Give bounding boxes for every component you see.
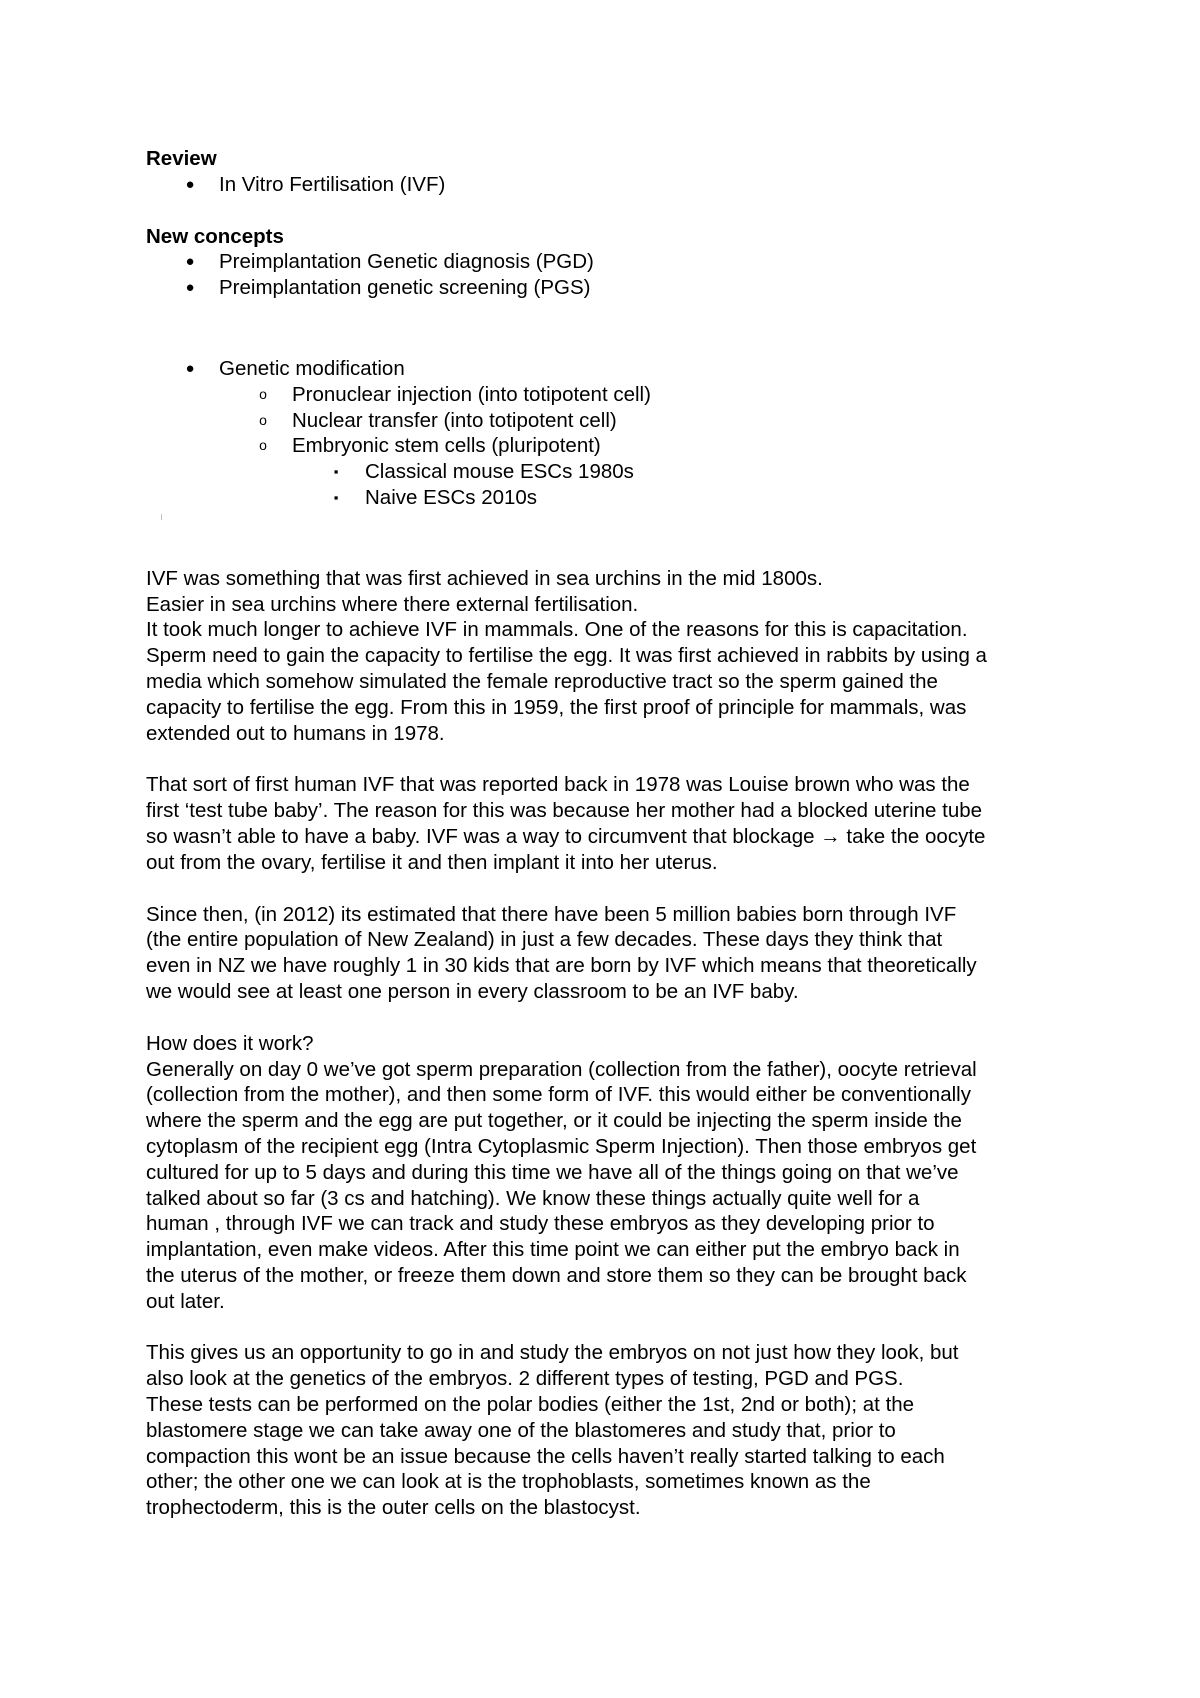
review-heading: Review	[146, 147, 217, 170]
circle-bullet-icon: o	[259, 385, 267, 402]
paragraph-louise-brown: That sort of first human IVF that was reported back in 1978 was Louise brown who was the first ‘test tube baby’. The reason for this was because her mother had a blocked uterine tube so wasn’t able to have a baby. IVF was a way to circumvent that blockage → take the oocyte out from the ovary, fertilise it and then implant it into her uterus.	[146, 773, 986, 874]
circle-bullet-icon: o	[259, 411, 267, 428]
gm-item-esc: Embryonic stem cells (pluripotent)	[292, 434, 601, 458]
gm-item-pronuclear: Pronuclear injection (into totipotent cell)	[292, 382, 651, 406]
concept-item-pgs: Preimplantation genetic screening (PGS)	[219, 276, 591, 300]
concept-item-pgd: Preimplantation Genetic diagnosis (PGD)	[219, 250, 594, 274]
list-item	[146, 382, 1076, 408]
bullet-icon: ●	[185, 253, 195, 271]
bullet-icon: ●	[185, 359, 195, 377]
review-item-ivf: In Vitro Fertilisation (IVF)	[219, 172, 446, 196]
list-item	[146, 172, 1076, 198]
list-item	[146, 433, 1076, 459]
circle-bullet-icon: o	[259, 437, 267, 454]
bullet-icon: ●	[185, 279, 195, 297]
new-concepts-list	[146, 249, 1076, 301]
bullet-icon: ●	[185, 175, 195, 193]
esc-item-naive: Naive ESCs 2010s	[365, 485, 538, 509]
genetic-modification-label: Genetic modification	[219, 356, 405, 380]
document-page	[146, 146, 1076, 1521]
esc-item-classical: Classical mouse ESCs 1980s	[365, 460, 634, 484]
new-concepts-heading: New concepts	[146, 224, 284, 248]
list-item	[146, 249, 1076, 275]
paragraph-ivf-statistics: Since then, (in 2012) its estimated that there have been 5 million babies born through IVF (the entire population of New Zealand) in just a few decades. These days they think that even in NZ we have roughly 1 in 30 kids that are born by IVF which means that theoretically we would see at least one person in every classroom to be an IVF baby.	[146, 902, 977, 1003]
paragraph-genetic-testing: This gives us an opportunity to go in and study the embryos on not just how they look, but also look at the genetics of the embryos. 2 different types of testing, PGD and PGS. These tests can be performed on the polar bodies (either the 1st, 2nd or both); at the blastomere stage we can take away one of the blastomeres and study that, prior to compaction this wont be an issue because the cells haven’t really started talking to each other; the other one we can look at is the trophoblasts, sometimes known as the trophectoderm, this is the outer cells on the blastocyst.	[146, 1341, 959, 1520]
square-bullet-icon: ▪	[333, 464, 339, 480]
genetic-modification-list	[146, 356, 1076, 511]
square-bullet-icon: ▪	[333, 489, 339, 505]
list-item	[146, 485, 1076, 511]
paragraph-ivf-history: IVF was something that was first achieved in sea urchins in the mid 1800s. Easier in sea urchins where there external fertilisation. It took much longer to achieve IVF in mammals. One of the reasons for this is capacitation. Sperm need to gain the capacity to fertilise the egg. It was first achieved in rabbits by using a media which somehow simulated the female reproductive tract so the sperm gained the capacity to fertilise the egg. From this in 1959, the first proof of principle for mammals, was extended out to humans in 1978.	[146, 566, 987, 745]
list-item	[146, 356, 1076, 382]
paragraph-how-it-works: How does it work? Generally on day 0 we’ve got sperm preparation (collection from the father), oocyte retrieval (collection from the mother), and then some form of IVF. this would either be conventionally where the sperm and the egg are put together, or it could be injecting the sperm inside the cytoplasm of the recipient egg (Intra Cytoplasmic Sperm Injection). Then those embryos get cultured for up to 5 days and during this time we have all of the things going on that we’ve talked about so far (3 cs and hatching). We know these things actually quite well for a human , through IVF we can track and study these embryos as they developing prior to implantation, even make videos. After this time point we can either put the embryo back in the uterus of the mother, or freeze them down and store them so they can be brought back out later.	[146, 1031, 977, 1313]
gm-item-nuclear-transfer: Nuclear transfer (into totipotent cell)	[292, 408, 617, 432]
review-list	[146, 172, 1076, 198]
list-item	[146, 459, 1076, 485]
list-item	[146, 275, 1076, 301]
list-item	[146, 408, 1076, 434]
